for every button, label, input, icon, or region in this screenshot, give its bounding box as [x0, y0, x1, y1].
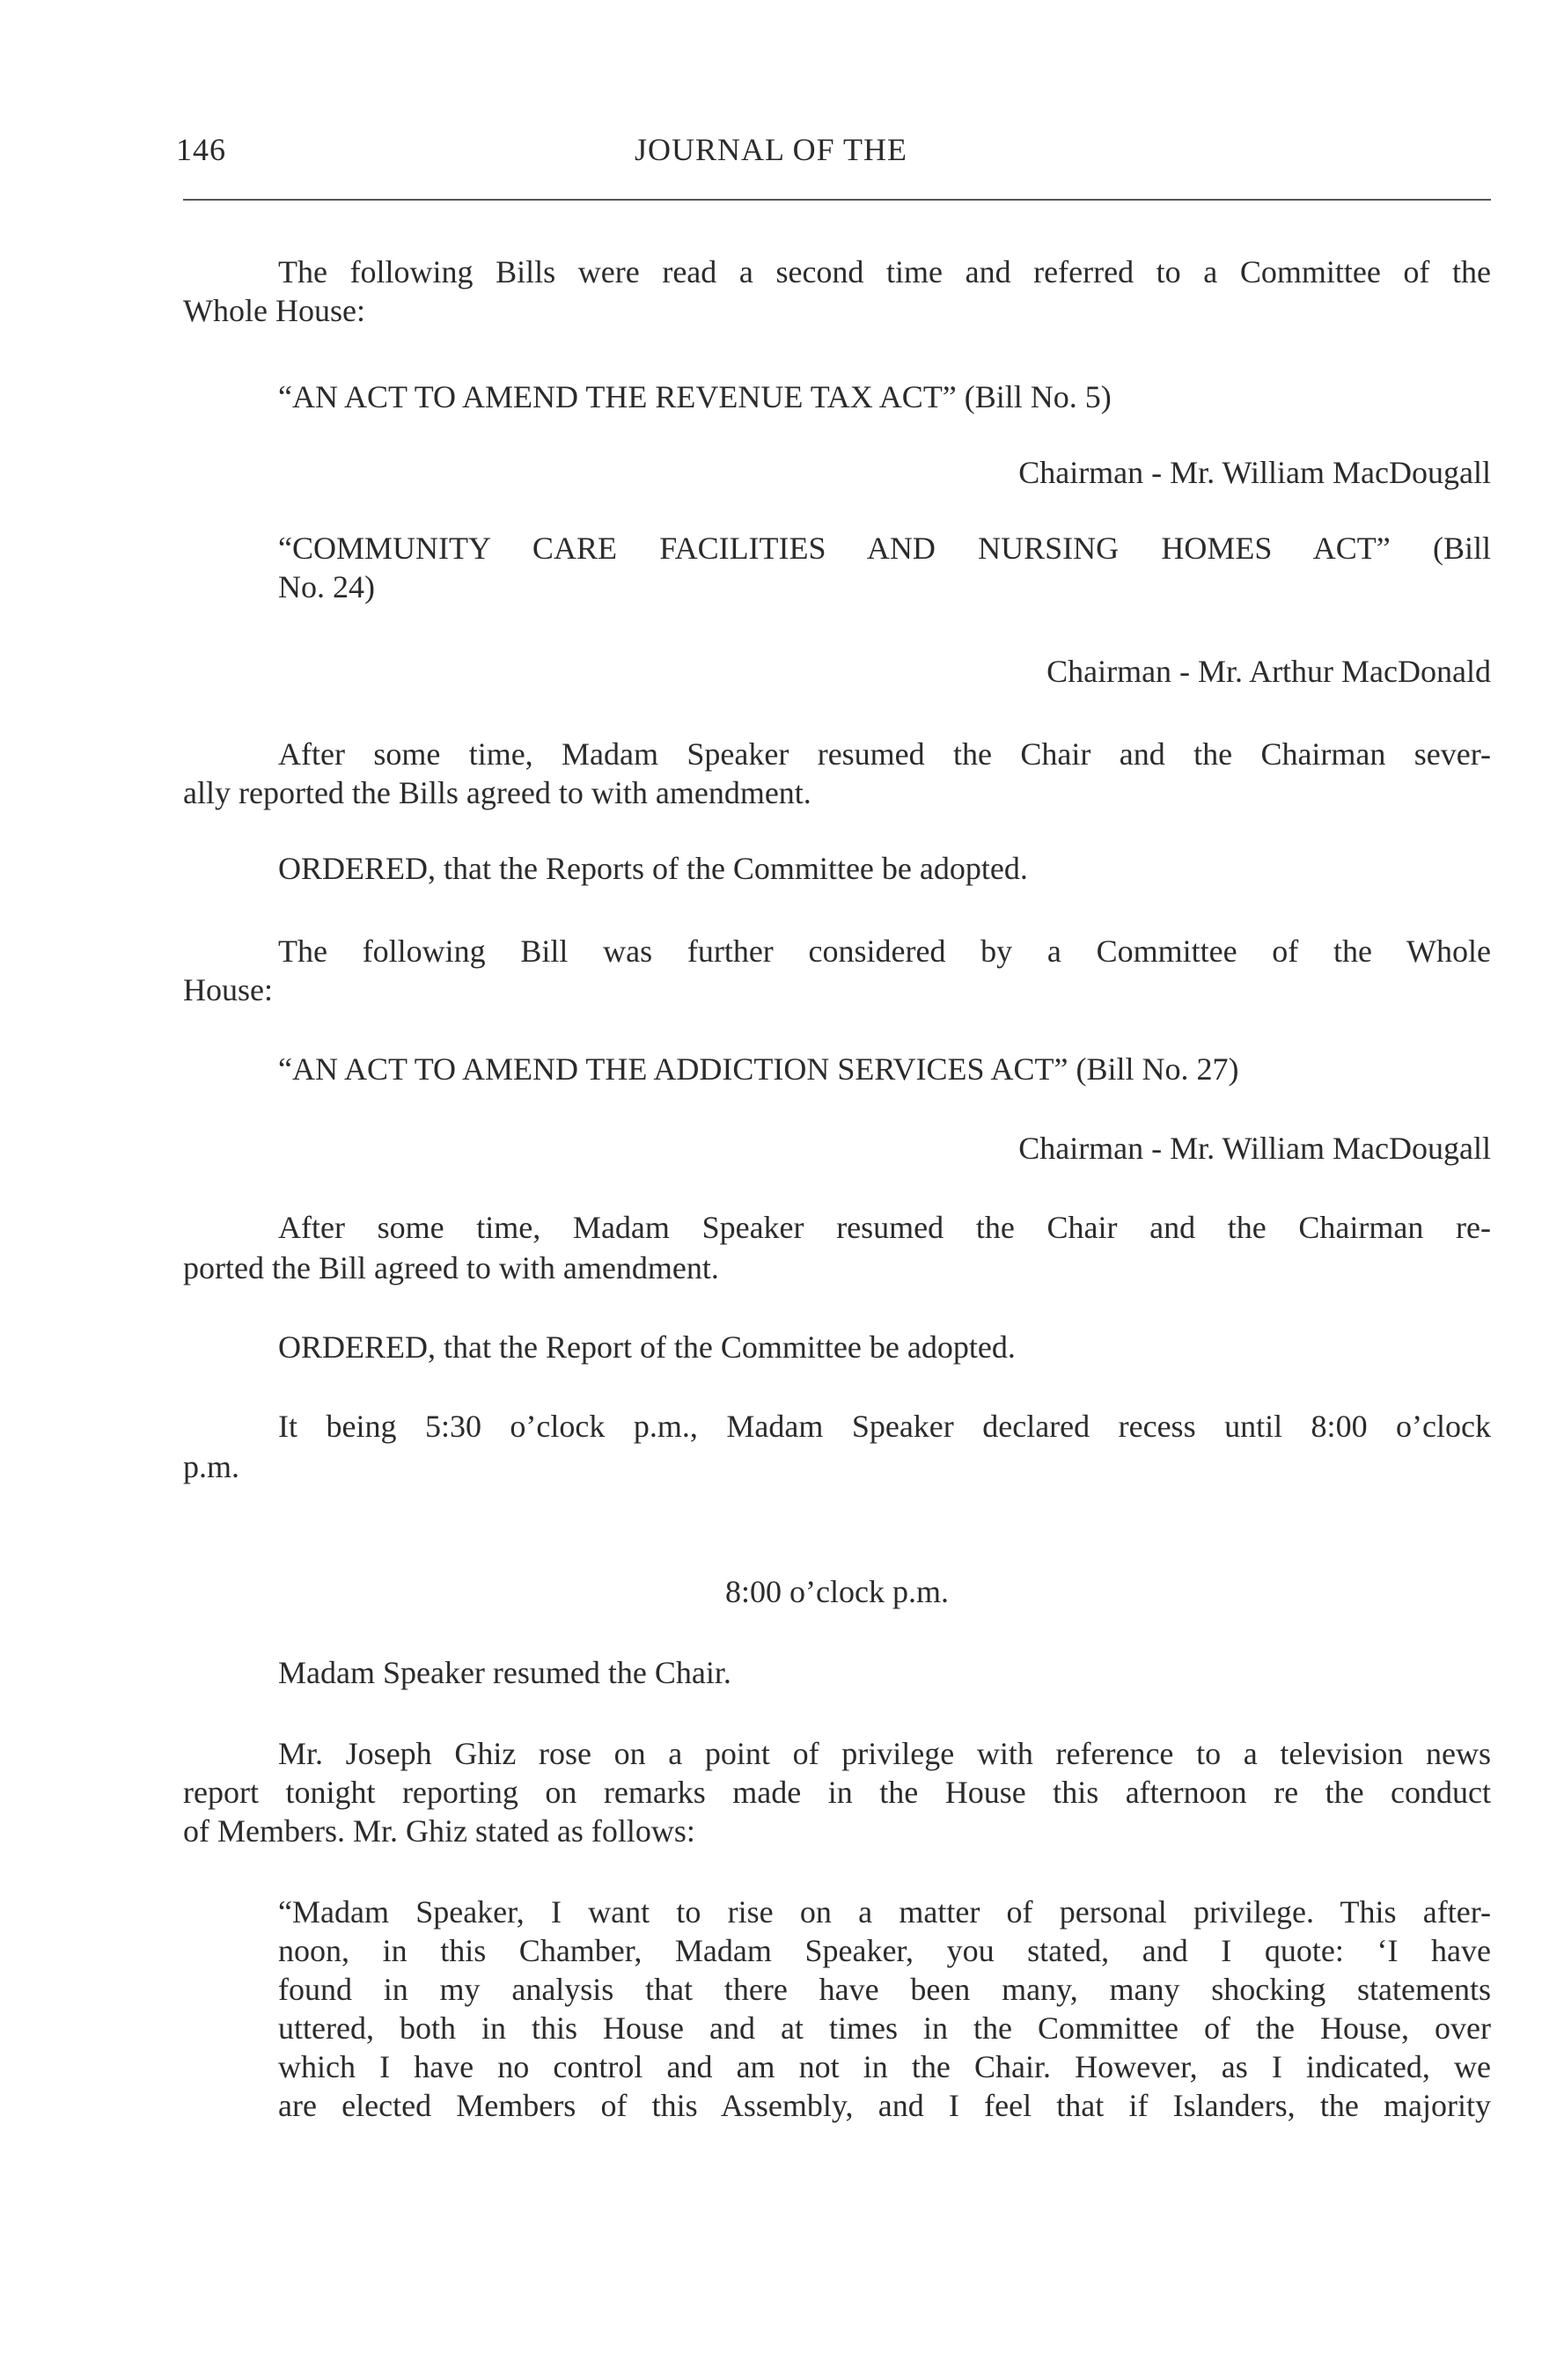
running-title: JOURNAL OF THE	[634, 132, 907, 167]
report-bill-line-2: ported the Bill agreed to with amendment.	[183, 1250, 719, 1285]
recess-line-1: It being 5:30 o’clock p.m., Madam Speaker declared recess until 8:00 o’clock	[278, 1409, 1491, 1444]
header-rule	[183, 199, 1491, 201]
bill-24-title-line-1: “COMMUNITY CARE FACILITIES AND NURSING HOMES ACT” (Bill	[278, 531, 1491, 566]
recess-line-2: p.m.	[183, 1449, 240, 1484]
quote-line-6: are elected Members of this Assembly, and I feel that if Islanders, the majority	[278, 2088, 1491, 2123]
evening-session-time: 8:00 o’clock p.m.	[725, 1574, 949, 1609]
bill-5-title: “AN ACT TO AMEND THE REVENUE TAX ACT” (Bill No. 5)	[278, 379, 1112, 414]
bill-further-considered-line-2: House:	[183, 972, 273, 1007]
report-bills-line-1: After some time, Madam Speaker resumed the Chair and the Chairman sever-	[278, 736, 1491, 772]
speaker-resumed-chair: Madam Speaker resumed the Chair.	[278, 1655, 731, 1690]
quote-line-3: found in my analysis that there have been many, many shocking statements	[278, 1972, 1491, 2007]
bills-second-reading-line-1: The following Bills were read a second time and referred to a Committee of the	[278, 254, 1491, 289]
bill-5-chairman: Chairman - Mr. William MacDougall	[1018, 455, 1491, 490]
bill-24-chairman: Chairman - Mr. Arthur MacDonald	[1046, 654, 1491, 689]
ordered-reports-adopted: ORDERED, that the Reports of the Committee be adopted.	[278, 851, 1028, 886]
report-bills-line-2: ally reported the Bills agreed to with amendment.	[183, 775, 811, 810]
ghiz-privilege-line-2: report tonight reporting on remarks made in the House this afternoon re the conduct	[183, 1775, 1491, 1810]
quote-line-2: noon, in this Chamber, Madam Speaker, you stated, and I quote: ‘I have	[278, 1933, 1491, 1968]
ghiz-privilege-line-3: of Members. Mr. Ghiz stated as follows:	[183, 1813, 695, 1849]
quote-line-1: “Madam Speaker, I want to rise on a matter of personal privilege. This after-	[278, 1894, 1491, 1930]
ghiz-privilege-line-1: Mr. Joseph Ghiz rose on a point of privilege with reference to a television news	[278, 1736, 1491, 1771]
ordered-report-adopted: ORDERED, that the Report of the Committee be adopted.	[278, 1329, 1016, 1365]
page-number: 146	[176, 132, 226, 167]
bill-27-chairman: Chairman - Mr. William MacDougall	[1018, 1131, 1491, 1166]
quote-line-5: which I have no control and am not in the Chair. However, as I indicated, we	[278, 2049, 1491, 2084]
report-bill-line-1: After some time, Madam Speaker resumed the Chair and the Chairman re-	[278, 1210, 1491, 1245]
bill-further-considered-line-1: The following Bill was further considered by a Committee of the Whole	[278, 934, 1491, 969]
quote-line-4: uttered, both in this House and at times in the Committee of the House, over	[278, 2010, 1491, 2046]
bill-24-title-line-2: No. 24)	[278, 569, 375, 604]
bill-27-title: “AN ACT TO AMEND THE ADDICTION SERVICES ACT” (Bill No. 27)	[278, 1051, 1239, 1087]
bills-second-reading-line-2: Whole House:	[183, 293, 365, 328]
